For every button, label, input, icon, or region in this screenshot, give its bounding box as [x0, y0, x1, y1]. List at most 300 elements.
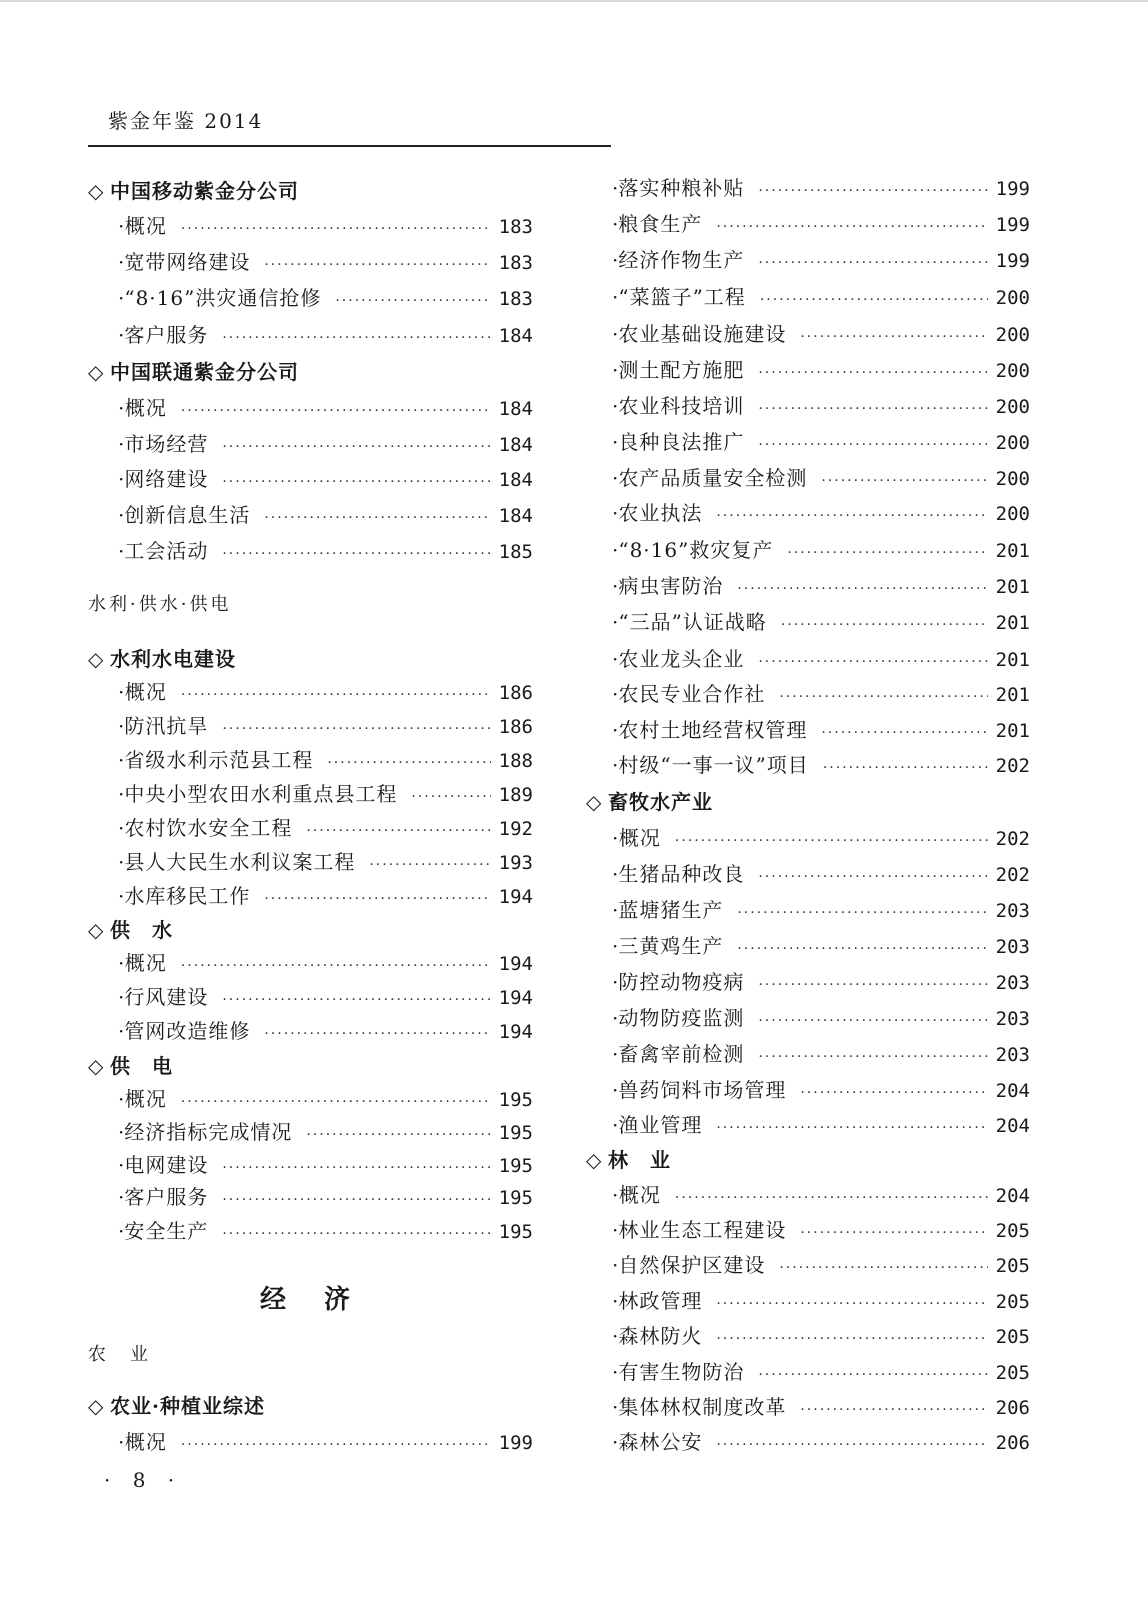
bullet-icon: · [118, 782, 125, 806]
toc-entry-page: 199 [498, 1432, 533, 1454]
dot-leader [222, 1221, 490, 1247]
toc-entry-page: 194 [498, 886, 533, 908]
bullet-icon: · [612, 358, 619, 382]
toc-entry-page: 200 [995, 432, 1030, 454]
section-title: 畜牧水产业 [608, 790, 713, 814]
toc-entry-title: 概况 [618, 1183, 661, 1207]
toc-entry [118, 538, 533, 567]
toc-entry-page: 194 [498, 1021, 533, 1043]
toc-entry-title: 概况 [124, 1087, 167, 1111]
toc-entry-title: 宽带网络建设 [124, 250, 251, 274]
toc-entry-title: 农业龙头企业 [618, 647, 745, 671]
toc-entry-title: 电网建设 [124, 1153, 209, 1177]
toc-entry [118, 1119, 533, 1148]
toc-entry-page: 203 [995, 972, 1030, 994]
toc-entry-title: 农民专业合作社 [618, 682, 766, 706]
toc-entry [118, 950, 533, 979]
bullet-icon: · [118, 1019, 125, 1043]
toc-entry-title: 概况 [124, 214, 167, 238]
bullet-icon: · [118, 884, 125, 908]
dot-leader [821, 720, 987, 746]
bullet-icon: · [118, 250, 125, 274]
toc-entry-page: 201 [995, 540, 1030, 562]
dot-leader [716, 503, 987, 529]
toc-entry [612, 500, 1030, 529]
toc-entry-title: 蓝塘猪生产 [618, 898, 724, 922]
toc-entry-page: 200 [995, 503, 1030, 525]
scan-top-edge [0, 0, 1148, 2]
dot-leader [264, 505, 490, 531]
dot-leader [760, 287, 988, 313]
toc-entry [612, 933, 1030, 962]
toc-entry [118, 679, 533, 708]
dot-leader [181, 682, 491, 708]
toc-entry-page: 203 [995, 1044, 1030, 1066]
toc-entry-title: 集体林权制度改革 [618, 1395, 787, 1419]
toc-entry-page: 205 [995, 1255, 1030, 1277]
toc-entry-page: 201 [995, 576, 1030, 598]
toc-entry [612, 861, 1030, 890]
toc-entry-title: 工会活动 [124, 539, 209, 563]
toc-entry-title: 兽药饲料市场管理 [618, 1078, 787, 1102]
dot-leader [716, 1291, 987, 1317]
toc-entry-page: 206 [995, 1432, 1030, 1454]
toc-entry [118, 213, 533, 242]
toc-entry-page: 203 [995, 936, 1030, 958]
bullet-icon: · [612, 1006, 619, 1030]
toc-entry [118, 713, 533, 742]
toc-section-heading [88, 646, 236, 672]
toc-entry-title: 管网改造维修 [124, 1019, 251, 1043]
bullet-icon: · [612, 934, 619, 958]
dot-leader [181, 953, 491, 979]
toc-entry-page: 186 [498, 682, 533, 704]
toc-entry-page: 184 [498, 398, 533, 420]
toc-entry-page: 185 [498, 541, 533, 563]
dot-leader [222, 987, 490, 1013]
toc-entry-title: 动物防疫监测 [618, 1006, 745, 1030]
dot-leader [222, 325, 490, 351]
bullet-icon: · [612, 322, 619, 346]
toc-entry-title: 林业生态工程建设 [618, 1218, 787, 1242]
toc-entry-title: 森林公安 [618, 1430, 703, 1454]
toc-entry-page: 183 [498, 252, 533, 274]
toc-entry-page: 193 [498, 852, 533, 874]
toc-entry [612, 573, 1030, 602]
dot-leader [758, 250, 987, 276]
toc-entry-page: 195 [498, 1221, 533, 1243]
toc-category-heading [88, 1342, 151, 1368]
diamond-icon: ◇ [88, 1394, 104, 1418]
bullet-icon: · [612, 466, 619, 490]
toc-entry-page: 204 [995, 1080, 1030, 1102]
toc-entry [612, 247, 1030, 276]
toc-entry [118, 431, 533, 460]
dot-leader [758, 864, 987, 890]
diamond-icon: ◇ [88, 647, 104, 671]
bullet-icon: · [118, 714, 125, 738]
dot-leader [800, 1080, 987, 1106]
toc-entry-title: 防控动物疫病 [618, 970, 745, 994]
part-title: 经济 [260, 1285, 389, 1315]
dot-leader [222, 1187, 490, 1213]
bullet-icon: · [118, 396, 125, 420]
toc-entry-title: 市场经营 [124, 432, 209, 456]
section-title: 供 电 [110, 1054, 173, 1078]
dot-leader [716, 1326, 987, 1352]
toc-entry-title: 病虫害防治 [618, 574, 724, 598]
dot-leader [758, 1044, 987, 1070]
toc-entry-title: 概况 [124, 951, 167, 975]
toc-entry [118, 781, 533, 810]
diamond-icon: ◇ [88, 360, 104, 384]
dot-leader [758, 649, 987, 675]
toc-entry-title: 三黄鸡生产 [618, 934, 724, 958]
dot-leader [675, 1185, 988, 1211]
dot-leader [758, 1008, 987, 1034]
bullet-icon: · [612, 826, 619, 850]
toc-entry-title: 落实种粮补贴 [618, 176, 745, 200]
toc-entry-page: 183 [498, 216, 533, 238]
toc-category-heading [88, 592, 231, 618]
bullet-icon: · [118, 1219, 125, 1243]
toc-entry [612, 1041, 1030, 1070]
toc-entry [612, 609, 1030, 638]
bullet-icon: · [118, 214, 125, 238]
dot-leader [335, 288, 490, 314]
toc-entry-page: 195 [498, 1089, 533, 1111]
bullet-icon: · [612, 248, 619, 272]
dot-leader [264, 1021, 490, 1047]
bullet-icon: · [118, 748, 125, 772]
toc-entry-page: 192 [498, 818, 533, 840]
bullet-icon: · [612, 1183, 619, 1207]
toc-entry-page: 202 [995, 864, 1030, 886]
section-title: 林 业 [608, 1148, 671, 1172]
bullet-icon: · [118, 680, 125, 704]
toc-entry-title: 县人大民生水利议案工程 [124, 850, 356, 874]
bullet-icon: · [118, 539, 125, 563]
dot-leader [306, 1122, 490, 1148]
toc-entry-title: 村级“一事一议”项目 [618, 753, 809, 777]
bullet-icon: · [612, 501, 619, 525]
toc-entry [612, 1359, 1030, 1388]
toc-entry-page: 194 [498, 953, 533, 975]
toc-entry-page: 186 [498, 716, 533, 738]
dot-leader [779, 1255, 987, 1281]
toc-entry-title: 客户服务 [124, 1185, 209, 1209]
category-title: 水利·供水·供电 [88, 594, 232, 615]
toc-entry-page: 205 [995, 1326, 1030, 1348]
bullet-icon: · [612, 1218, 619, 1242]
dot-leader [181, 216, 491, 242]
dot-leader [181, 1432, 491, 1458]
bullet-icon: · [118, 432, 125, 456]
dot-leader [181, 398, 491, 424]
toc-entry-title: 概况 [124, 680, 167, 704]
running-title: 紫金年鉴 2014 [108, 109, 264, 133]
bullet-icon: · [118, 1120, 125, 1144]
toc-entry [118, 1086, 533, 1115]
toc-entry [612, 681, 1030, 710]
bullet-icon: · [612, 1430, 619, 1454]
toc-entry-page: 201 [995, 612, 1030, 634]
dot-leader [737, 900, 987, 926]
toc-entry-page: 200 [995, 468, 1030, 490]
toc-entry-title: “三品”认证战略 [618, 610, 767, 634]
toc-entry-title: 经济作物生产 [618, 248, 745, 272]
toc-entry-page: 205 [995, 1291, 1030, 1313]
bullet-icon: · [118, 323, 125, 347]
bullet-icon: · [612, 862, 619, 886]
toc-entry-title: 网络建设 [124, 467, 209, 491]
toc-entry-title: 概况 [124, 1430, 167, 1454]
toc-entry [118, 849, 533, 878]
toc-entry-title: 林政管理 [618, 1289, 703, 1313]
bullet-icon: · [612, 898, 619, 922]
bullet-icon: · [612, 610, 619, 634]
toc-entry [612, 1323, 1030, 1352]
toc-entry [612, 646, 1030, 675]
toc-entry-page: 202 [995, 755, 1030, 777]
toc-section-heading [88, 178, 299, 204]
bullet-icon: · [612, 970, 619, 994]
toc-entry-page: 188 [498, 750, 533, 772]
diamond-icon: ◇ [586, 1148, 602, 1172]
bullet-icon: · [612, 753, 619, 777]
bullet-icon: · [612, 1360, 619, 1384]
toc-entry [612, 752, 1030, 781]
dot-leader [716, 1115, 987, 1141]
bullet-icon: · [612, 1289, 619, 1313]
toc-entry-title: 创新信息生活 [124, 503, 251, 527]
bullet-icon: · [612, 682, 619, 706]
bullet-icon: · [612, 285, 619, 309]
bullet-icon: · [612, 430, 619, 454]
dot-leader [222, 1155, 490, 1181]
toc-entry-page: 206 [995, 1397, 1030, 1419]
toc-entry-page: 195 [498, 1187, 533, 1209]
toc-entry [612, 1288, 1030, 1317]
toc-entry-page: 199 [995, 250, 1030, 272]
toc-section-heading [88, 1053, 173, 1079]
bullet-icon: · [612, 1324, 619, 1348]
toc-entry [612, 1394, 1030, 1423]
bullet-icon: · [612, 394, 619, 418]
bullet-icon: · [612, 718, 619, 742]
toc-entry [612, 1112, 1030, 1141]
toc-entry-title: 农村土地经营权管理 [618, 718, 808, 742]
toc-entry-title: 森林防火 [618, 1324, 703, 1348]
toc-entry-page: 200 [995, 287, 1030, 309]
dot-leader [737, 576, 987, 602]
toc-entry [612, 1182, 1030, 1211]
toc-entry [612, 321, 1030, 350]
toc-entry-title: “菜篮子”工程 [618, 285, 746, 309]
dot-leader [369, 852, 490, 878]
toc-entry [118, 1018, 533, 1047]
toc-entry-page: 200 [995, 360, 1030, 382]
dot-leader [758, 396, 987, 422]
dot-leader [800, 324, 987, 350]
bullet-icon: · [118, 503, 125, 527]
toc-section-heading [586, 789, 713, 815]
toc-entry-page: 203 [995, 900, 1030, 922]
dot-leader [675, 828, 988, 854]
bullet-icon: · [612, 1113, 619, 1137]
toc-entry-title: 渔业管理 [618, 1113, 703, 1137]
toc-entry [118, 984, 533, 1013]
toc-entry-page: 205 [995, 1362, 1030, 1384]
toc-entry-page: 195 [498, 1122, 533, 1144]
toc-entry [118, 815, 533, 844]
toc-entry [118, 1429, 533, 1458]
toc-entry [612, 465, 1030, 494]
toc-entry [118, 466, 533, 495]
dot-leader [787, 540, 987, 566]
toc-entry-page: 195 [498, 1155, 533, 1177]
bullet-icon: · [118, 1185, 125, 1209]
dot-leader [800, 1220, 987, 1246]
toc-entry [612, 537, 1030, 566]
toc-entry-page: 200 [995, 324, 1030, 346]
toc-entry-page: 201 [995, 649, 1030, 671]
toc-entry [118, 747, 533, 776]
dot-leader [823, 755, 988, 781]
toc-section-heading [88, 917, 173, 943]
bullet-icon: · [612, 1395, 619, 1419]
toc-entry-page: 184 [498, 434, 533, 456]
toc-entry-title: 行风建设 [124, 985, 209, 1009]
dot-leader [181, 1089, 491, 1115]
section-title: 中国联通紫金分公司 [110, 360, 299, 384]
toc-entry-title: 概况 [618, 826, 661, 850]
toc-entry [118, 1152, 533, 1181]
bullet-icon: · [118, 467, 125, 491]
toc-entry [612, 393, 1030, 422]
toc-entry-page: 189 [498, 784, 533, 806]
dot-leader [222, 541, 490, 567]
bullet-icon: · [118, 850, 125, 874]
toc-entry-page: 202 [995, 828, 1030, 850]
toc-entry [612, 1252, 1030, 1281]
toc-entry-title: 防汛抗旱 [124, 714, 209, 738]
bullet-icon: · [612, 1042, 619, 1066]
toc-entry-title: 概况 [124, 396, 167, 420]
section-title: 农业·种植业综述 [110, 1394, 265, 1418]
toc-entry [118, 502, 533, 531]
toc-entry [118, 883, 533, 912]
toc-entry-title: 中央小型农田水利重点县工程 [124, 782, 398, 806]
toc-entry-page: 204 [995, 1185, 1030, 1207]
toc-entry [118, 249, 533, 278]
toc-entry-title: 安全生产 [124, 1219, 209, 1243]
toc-section-heading [88, 359, 299, 385]
toc-section-heading [88, 1393, 265, 1419]
bullet-icon: · [118, 1087, 125, 1111]
dot-leader [306, 818, 490, 844]
dot-leader [327, 750, 490, 776]
bullet-icon: · [118, 985, 125, 1009]
toc-entry [612, 897, 1030, 926]
toc-entry-page: 201 [995, 720, 1030, 742]
bullet-icon: · [612, 1078, 619, 1102]
bullet-icon: · [118, 1430, 125, 1454]
category-title: 农 业 [88, 1344, 151, 1365]
dot-leader [411, 784, 490, 810]
toc-entry-title: 自然保护区建设 [618, 1253, 766, 1277]
bullet-icon: · [612, 212, 619, 236]
section-title: 水利水电建设 [110, 647, 236, 671]
toc-entry [118, 1184, 533, 1213]
toc-entry-title: 农业基础设施建设 [618, 322, 787, 346]
diamond-icon: ◇ [88, 918, 104, 942]
toc-entry-title: 有害生物防治 [618, 1360, 745, 1384]
bullet-icon: · [612, 538, 619, 562]
diamond-icon: ◇ [586, 790, 602, 814]
bullet-icon: · [612, 647, 619, 671]
toc-entry [612, 175, 1030, 204]
toc-entry [118, 1218, 533, 1247]
bullet-icon: · [118, 816, 125, 840]
toc-entry-title: 粮食生产 [618, 212, 703, 236]
dot-leader [758, 972, 987, 998]
toc-entry-title: 测土配方施肥 [618, 358, 745, 382]
toc-entry-title: 生猪品种改良 [618, 862, 745, 886]
dot-leader [222, 434, 490, 460]
toc-entry [118, 322, 533, 351]
dot-leader [716, 214, 987, 240]
toc-entry-page: 201 [995, 684, 1030, 706]
toc-entry [612, 825, 1030, 854]
dot-leader [800, 1397, 987, 1423]
toc-entry-title: 农村饮水安全工程 [124, 816, 293, 840]
toc-entry [612, 1429, 1030, 1458]
dot-leader [781, 612, 988, 638]
dot-leader [716, 1432, 987, 1458]
toc-entry [118, 285, 533, 314]
toc-entry-page: 184 [498, 505, 533, 527]
toc-entry-title: 良种良法推广 [618, 430, 745, 454]
toc-entry [612, 1217, 1030, 1246]
toc-entry-title: 客户服务 [124, 323, 209, 347]
section-title: 中国移动紫金分公司 [110, 179, 299, 203]
dot-leader [758, 432, 987, 458]
toc-section-heading [586, 1147, 671, 1173]
toc-entry [612, 357, 1030, 386]
toc-entry-title: “8·16”洪灾通信抢修 [124, 286, 322, 310]
page-number: · 8 · [104, 1468, 183, 1492]
bullet-icon: · [118, 1153, 125, 1177]
toc-entry-page: 184 [498, 325, 533, 347]
toc-entry-page: 183 [498, 288, 533, 310]
bullet-icon: · [118, 286, 125, 310]
dot-leader [758, 1362, 987, 1388]
toc-entry-page: 199 [995, 214, 1030, 236]
bullet-icon: · [612, 1253, 619, 1277]
toc-entry-page: 203 [995, 1008, 1030, 1030]
header-rule [88, 145, 611, 147]
bullet-icon: · [118, 951, 125, 975]
dot-leader [222, 469, 490, 495]
toc-entry-page: 194 [498, 987, 533, 1009]
toc-entry-page: 184 [498, 469, 533, 491]
toc-entry [612, 969, 1030, 998]
diamond-icon: ◇ [88, 1054, 104, 1078]
toc-entry [612, 1005, 1030, 1034]
toc-entry-title: 农业执法 [618, 501, 703, 525]
toc-entry [612, 211, 1030, 240]
